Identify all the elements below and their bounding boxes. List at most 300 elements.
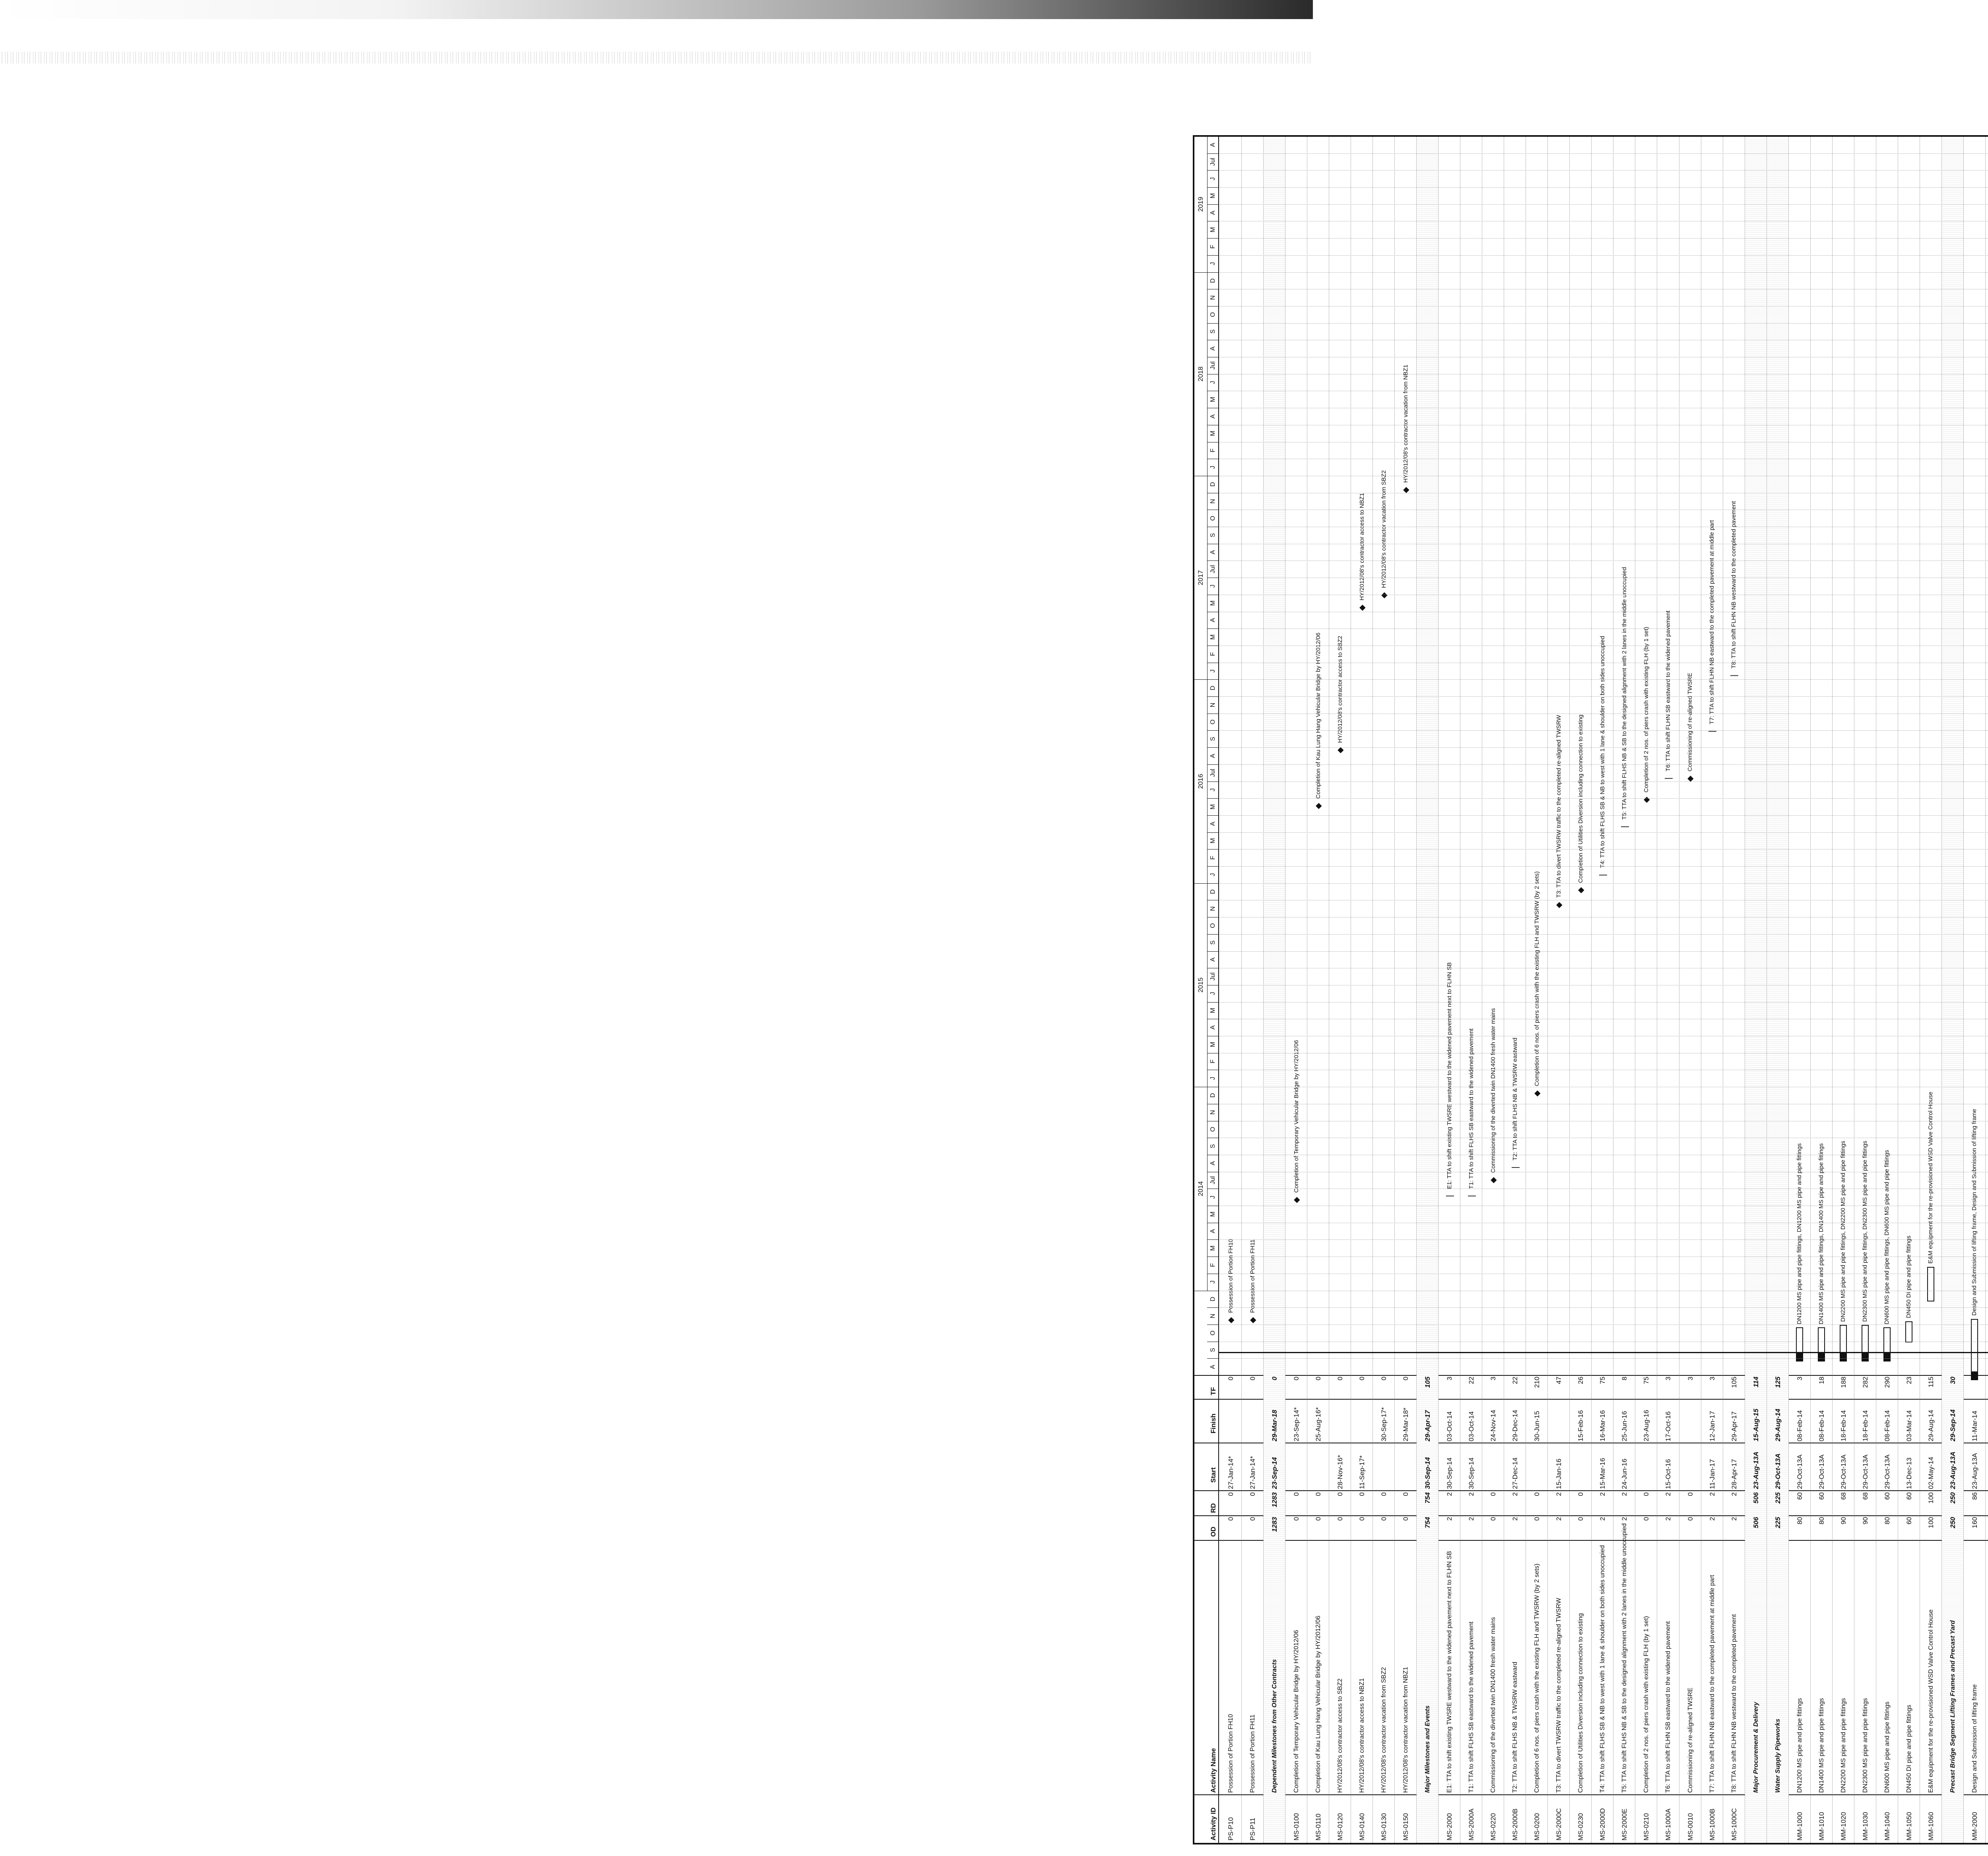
cell-activity-id: MS-2000D [1599, 1808, 1607, 1840]
cell-activity-id [1986, 1796, 1988, 1840]
milestone-icon: ◆ [1357, 605, 1367, 611]
cell-activity-name: Completion of 2 nos. of piers crash with existing FLH (by 1 set) [1643, 1616, 1650, 1793]
cell-activity-name: DN1200 MS pipe and pipe fittings [1796, 1698, 1803, 1793]
cell-tf: 18 [1817, 1377, 1825, 1384]
gantt-bar-label: T3: TTA to divert TWSRW traffic to the completed re-aligned TWSRW [1555, 715, 1562, 898]
cell-tf: 188 [1839, 1377, 1847, 1388]
cell-activity-name: Water Supply Pipeworks [1774, 1718, 1781, 1793]
cell-od: 0 [1358, 1517, 1366, 1521]
timeline-month: J [1207, 1189, 1219, 1206]
cell-tf: 0 [1314, 1377, 1322, 1381]
cell-activity-id [1417, 1796, 1439, 1840]
cell-activity-id [1942, 1796, 1964, 1840]
milestone-icon: ◆ [1226, 1317, 1235, 1323]
timeline-month: J [1207, 374, 1219, 392]
cell-start: 23-Sep-14 [1271, 1457, 1279, 1489]
table-row [1854, 137, 1876, 1843]
timeline-month: N [1207, 1104, 1219, 1121]
timeline-month: J [1207, 663, 1219, 680]
cell-activity-id: MS-0150 [1402, 1813, 1410, 1840]
event-tick-icon: ❘ [1730, 672, 1739, 679]
cell-tf: 3 [1664, 1377, 1672, 1381]
cell-activity-name: DN450 DI pipe and pipe fittings [1905, 1705, 1912, 1793]
cell-tf: 3 [1796, 1377, 1804, 1381]
timeline-month: M [1207, 1002, 1219, 1020]
cell-activity-name: Completion of Kau Lung Hang Vehicular Bridge by HY/2012/06 [1315, 1616, 1322, 1793]
cell-od: 0 [1577, 1517, 1585, 1521]
cell-activity-id: MS-1000B [1708, 1808, 1716, 1840]
timeline-gridline [1220, 883, 1988, 884]
cell-finish: 29-Apr-17 [1730, 1411, 1738, 1441]
timeline-month: Jul [1207, 357, 1219, 374]
cell-tf: 105 [1424, 1377, 1432, 1388]
cell-activity-name: HY/2012/08's contractor access to NBZ1 [1359, 1678, 1366, 1793]
activity-table [1220, 137, 1988, 1843]
cell-finish: 23-Aug-16 [1642, 1410, 1650, 1441]
cell-activity-name: E1: TTA to shift existing TWSRE westward to the widened pavement next to FLHN SB [1446, 1551, 1453, 1793]
cell-start: 29-Oct-13A [1883, 1455, 1891, 1489]
cell-activity-id: MS-0210 [1642, 1813, 1650, 1840]
gantt-bar [1883, 1327, 1891, 1353]
timeline-month: J [1207, 578, 1219, 595]
cell-rd: 250 [1949, 1492, 1957, 1504]
timeline-month: M [1207, 832, 1219, 850]
timeline-year: 2018 [1194, 272, 1208, 476]
table-row [1876, 137, 1898, 1843]
cell-od: 0 [1533, 1517, 1541, 1521]
gantt-bar-label: DN2200 MS pipe and pipe fittings, DN2200 MS pipe and pipe fittings [1840, 1140, 1847, 1322]
cell-finish: 29-Sep-14 [1949, 1409, 1957, 1441]
timeline-gridline [1220, 238, 1988, 239]
cell-start: 23-Aug-13A [1949, 1451, 1957, 1489]
cell-rd: 2 [1511, 1492, 1519, 1496]
cell-finish [1548, 1401, 1570, 1441]
cell-activity-id: MS-1000C [1730, 1808, 1738, 1840]
gantt-bar-label: HY/2012/08's contractor access to NBZ1 [1358, 493, 1365, 601]
timeline-gridline [1220, 1002, 1988, 1003]
table-row [1351, 137, 1373, 1843]
gantt-bar-label: Completion of Utilities Diversion including connection to existing [1577, 714, 1584, 883]
gantt-bar [1818, 1327, 1825, 1353]
cell-activity-id: PS-P11 [1249, 1817, 1257, 1840]
cell-activity-id: MS-0120 [1336, 1813, 1344, 1840]
cell-finish [1986, 1401, 1988, 1441]
cell-activity-name: Dependent Milestones from Other Contracts [1271, 1659, 1278, 1793]
table-row [1701, 137, 1723, 1843]
cell-activity-id: MS-0140 [1358, 1813, 1366, 1840]
gantt-bar-label: Commissioning of the diverted twin DN1400 fresh water mains [1489, 1008, 1497, 1173]
cell-start [1986, 1445, 1988, 1489]
cell-activity-name [1986, 1542, 1988, 1793]
table-row [1526, 137, 1548, 1843]
cell-activity-name: DN2200 MS pipe and pipe fittings [1840, 1698, 1847, 1793]
cell-activity-id: MS-2000A [1468, 1808, 1475, 1840]
cell-rd: 100 [1927, 1492, 1935, 1504]
cell-activity-name: T7: TTA to shift FLHN NB eastward to the completed pavement at middle part [1708, 1575, 1716, 1793]
timeline-month: M [1207, 425, 1219, 442]
timeline-month: A [1207, 1019, 1219, 1036]
cell-od: 160 [1971, 1517, 1978, 1528]
timeline-month: A [1207, 747, 1219, 765]
cell-rd: 225 [1774, 1492, 1782, 1504]
timeline-month: Jul [1207, 153, 1219, 171]
cell-tf: 23 [1905, 1377, 1913, 1384]
cell-rd: 2 [1599, 1492, 1607, 1496]
timeline-month: S [1207, 323, 1219, 341]
event-tick-icon: ❘ [1664, 775, 1673, 782]
timeline-gridline [1220, 832, 1988, 833]
cell-tf: 0 [1249, 1377, 1257, 1381]
table-row [1657, 137, 1679, 1843]
table-row [1482, 137, 1504, 1843]
cell-rd: 86 [1971, 1492, 1978, 1500]
cell-od: 2 [1621, 1517, 1629, 1521]
timeline-month: A [1207, 204, 1219, 222]
timeline-gridline [1220, 866, 1988, 867]
cell-activity-name: T3: TTA to divert TWSRW traffic to the completed re-aligned TWSRW [1555, 1598, 1563, 1793]
timeline-gridline [1220, 272, 1988, 273]
cell-rd: 0 [1249, 1492, 1257, 1496]
cell-od: 0 [1489, 1517, 1497, 1521]
cell-activity-name: Completion of 6 nos. of piers crash with the existing FLH and TWSRW (by 2 sets) [1534, 1563, 1541, 1793]
timeline-gridline [1220, 170, 1988, 171]
cell-tf: 3 [1686, 1377, 1694, 1381]
timeline-month: F [1207, 238, 1219, 256]
cell-od: 2 [1664, 1517, 1672, 1521]
table-row [1570, 137, 1592, 1843]
table-row [1242, 137, 1264, 1843]
event-tick-icon: ❘ [1510, 1164, 1520, 1171]
table-row [1920, 137, 1942, 1843]
timeline-month: D [1207, 476, 1219, 493]
cell-finish: 17-Oct-16 [1664, 1411, 1672, 1441]
cell-start [1635, 1445, 1657, 1489]
cell-activity-id: MM-2000 [1971, 1812, 1978, 1840]
timeline-month: N [1207, 493, 1219, 510]
cell-finish [1679, 1401, 1701, 1441]
cell-rd: 2 [1555, 1492, 1563, 1496]
timeline-month: S [1207, 730, 1219, 748]
cell-finish: 08-Feb-14 [1796, 1410, 1804, 1441]
timeline-month: N [1207, 696, 1219, 714]
cell-finish: 25-Jun-16 [1621, 1411, 1629, 1441]
gantt-bar-label: Commissioning of re-aligned TWSRE [1687, 673, 1693, 772]
cell-od: 100 [1927, 1517, 1935, 1528]
header-tf: TF [1209, 1387, 1217, 1395]
cell-rd: 0 [1293, 1492, 1301, 1496]
timeline-month: O [1207, 714, 1219, 731]
table-row [1789, 137, 1811, 1843]
cell-rd: 2 [1468, 1492, 1475, 1496]
cell-tf: 3 [1489, 1377, 1497, 1381]
table-row [1679, 137, 1701, 1843]
cell-tf: 0 [1293, 1377, 1301, 1381]
gantt-sheet [1193, 135, 1988, 1844]
cell-start [1526, 1445, 1548, 1489]
cell-rd: 2 [1446, 1492, 1454, 1496]
gantt-bar-actual [1883, 1354, 1891, 1361]
timeline-month: A [1207, 340, 1219, 357]
cell-od: 754 [1424, 1517, 1432, 1528]
timeline-month: A [1207, 136, 1219, 154]
timeline-gridline [1220, 815, 1988, 816]
cell-finish: 12-Jan-17 [1708, 1411, 1716, 1441]
cell-activity-id: MS-0230 [1577, 1813, 1585, 1840]
gantt-bar-actual [1971, 1372, 1978, 1380]
timeline-month: A [1207, 1223, 1219, 1240]
cell-start: 29-Oct-13A [1861, 1455, 1869, 1489]
data-date-line [1219, 1352, 1988, 1353]
timeline-gridline [1220, 764, 1988, 765]
cell-od: 0 [1402, 1517, 1410, 1521]
cell-finish [1242, 1401, 1264, 1441]
table-row [1635, 137, 1657, 1843]
cell-tf: 22 [1468, 1377, 1475, 1384]
cell-finish: 29-Mar-18 [1271, 1410, 1279, 1441]
group-row [1745, 137, 1767, 1843]
milestone-icon: ◆ [1576, 887, 1585, 894]
gantt-bar-label: Possession of Portion FH10 [1227, 1239, 1234, 1313]
cell-start: 30-Sep-14 [1424, 1457, 1432, 1489]
gantt-bar-label: DN1400 MS pipe and pipe fittings, DN1400 MS pipe and pipe fittings [1818, 1143, 1825, 1325]
timeline-month: J [1207, 255, 1219, 273]
cell-finish [1329, 1401, 1351, 1441]
timeline-month: M [1207, 187, 1219, 205]
gantt-bar-actual [1818, 1354, 1825, 1361]
table-row [1285, 137, 1307, 1843]
timeline-gridline [1220, 560, 1988, 561]
cell-activity-id: MS-1000A [1664, 1808, 1672, 1840]
cell-finish: 03-Oct-14 [1446, 1411, 1454, 1441]
cell-finish: 29-Dec-14 [1511, 1410, 1519, 1441]
event-tick-icon: ❘ [1598, 871, 1607, 879]
cell-start: 29-Oct-13A [1796, 1455, 1804, 1489]
cell-tf: 0 [1402, 1377, 1410, 1381]
gantt-bar-label: DN600 MS pipe and pipe fittings, DN600 MS pipe and pipe fittings [1883, 1150, 1891, 1325]
cell-activity-id: MM-1000 [1796, 1812, 1804, 1840]
cell-activity-name: T2: TTA to shift FLHS NB & TWSRW eastward [1512, 1662, 1519, 1793]
header-rd: RD [1209, 1503, 1217, 1513]
timeline-month: A [1207, 544, 1219, 561]
cell-od: 0 [1380, 1517, 1388, 1521]
timeline-month: D [1207, 1291, 1219, 1308]
cell-rd: 2 [1730, 1492, 1738, 1496]
cell-rd: 60 [1883, 1492, 1891, 1500]
table-row [1504, 137, 1526, 1843]
timeline-month: J [1207, 1274, 1219, 1291]
gantt-bar [1796, 1327, 1803, 1353]
cell-activity-id: MM-1040 [1883, 1812, 1891, 1840]
cell-tf: 115 [1927, 1377, 1935, 1388]
cell-activity-name: Possession of Portion FH11 [1249, 1714, 1256, 1793]
cell-od: 2 [1468, 1517, 1475, 1521]
cell-od [1986, 1515, 1988, 1540]
timeline-month: A [1207, 1358, 1219, 1376]
cell-finish: 11-Mar-14 [1971, 1410, 1978, 1441]
timeline-header [1194, 137, 1219, 1376]
cell-od: 1283 [1271, 1517, 1279, 1532]
header-start: Start [1209, 1467, 1217, 1483]
group-row [1264, 137, 1285, 1843]
timeline-month: Jul [1207, 968, 1219, 985]
gantt-bar-label: E1: TTA to shift existing TWSRE westward to the widened pavement next to FLHN SB [1446, 962, 1453, 1189]
milestone-icon: ◆ [1489, 1177, 1498, 1183]
cell-start: 13-Dec-13 [1905, 1457, 1913, 1489]
gantt-bar-label: T7: TTA to shift FLHN NB eastward to the completed pavement at middle part [1708, 520, 1716, 725]
cell-start [1285, 1445, 1307, 1489]
table-row [1723, 137, 1745, 1843]
cell-finish: 29-Apr-17 [1424, 1410, 1432, 1441]
cell-start: 28-Apr-17 [1730, 1459, 1738, 1489]
cell-activity-name: HY/2012/08's contractor vacation from SBZ2 [1380, 1667, 1388, 1793]
cell-finish: 29-Aug-14 [1774, 1408, 1782, 1441]
timeline-month: S [1207, 527, 1219, 544]
cell-activity-name: T8: TTA to shift FLHN NB westward to the completed pavement [1730, 1614, 1738, 1793]
cell-start: 28-Nov-16* [1336, 1455, 1344, 1489]
timeline-month: A [1207, 815, 1219, 833]
timeline-month: S [1207, 934, 1219, 952]
scan-edge-shadow [0, 0, 1313, 19]
cell-od: 0 [1227, 1517, 1235, 1521]
cell-rd: 506 [1752, 1492, 1760, 1504]
cell-activity-name: Commissioning of the diverted twin DN1400 fresh water mains [1490, 1617, 1497, 1793]
cell-tf: 114 [1752, 1377, 1760, 1388]
cell-tf: 105 [1730, 1377, 1738, 1388]
timeline-gridline [1220, 951, 1988, 952]
cell-activity-name: HY/2012/08's contractor access to SBZ2 [1337, 1678, 1344, 1793]
cell-activity-id: MS-0110 [1314, 1813, 1322, 1840]
cell-od: 60 [1905, 1517, 1913, 1524]
cell-activity-id: MS-0200 [1533, 1813, 1541, 1840]
cell-start: 27-Jan-14* [1227, 1456, 1235, 1489]
table-row [1220, 137, 1242, 1843]
cell-rd: 2 [1621, 1492, 1629, 1496]
cell-rd: 60 [1817, 1492, 1825, 1500]
timeline-year: 2016 [1194, 679, 1208, 883]
group-row [1942, 137, 1964, 1843]
gantt-bar-label: HY/2012/08's contractor access to SBZ2 [1336, 636, 1343, 743]
timeline-month: O [1207, 306, 1219, 324]
cell-tf: 0 [1271, 1377, 1279, 1381]
cell-activity-name: T5: TTA to shift FLHS NB & SB to the designed alignment with 2 lanes in the middle unoccupied [1621, 1523, 1628, 1793]
cell-rd: 0 [1227, 1492, 1235, 1496]
cell-start [1307, 1445, 1329, 1489]
timeline-month: O [1207, 510, 1219, 527]
milestone-icon: ◆ [1314, 803, 1323, 809]
header-finish: Finish [1209, 1413, 1217, 1433]
cell-activity-id: MS-0220 [1489, 1813, 1497, 1840]
timeline-month: Jul [1207, 1172, 1219, 1189]
table-row [1395, 137, 1417, 1843]
timeline-gridline [1220, 1239, 1988, 1240]
timeline-month: Jul [1207, 560, 1219, 578]
timeline-gridline [1220, 1307, 1988, 1308]
gantt-bar-label: E&M equipment for the re-provisioned WSD Valve Control House [1927, 1092, 1934, 1264]
cell-tf: 290 [1883, 1377, 1891, 1388]
milestone-icon: ◆ [1532, 1090, 1541, 1097]
cell-od: 0 [1642, 1517, 1650, 1521]
timeline-month: D [1207, 883, 1219, 901]
cell-activity-name: DN1400 MS pipe and pipe fittings [1818, 1698, 1825, 1793]
timeline-gridline [1220, 696, 1988, 697]
cell-tf: 75 [1599, 1377, 1607, 1384]
cell-finish [1220, 1401, 1242, 1441]
timeline-month: M [1207, 221, 1219, 239]
cell-tf: 0 [1380, 1377, 1388, 1381]
cell-od: 90 [1861, 1517, 1869, 1524]
timeline-gridline [1220, 204, 1988, 205]
table-header [1194, 137, 1219, 1843]
cell-tf: 47 [1555, 1377, 1563, 1384]
cell-activity-name: Possession of Portion FH10 [1227, 1714, 1234, 1793]
timeline-gridline [1220, 747, 1988, 748]
cell-activity-name: T6: TTA to shift FLHN SB eastward to the widened pavement [1665, 1621, 1672, 1793]
event-tick-icon: ❘ [1445, 1193, 1454, 1200]
gantt-bar-label: T4: TTA to shift FLHS SB & NB to west with 1 lane & shoulder on both sides unoccupied [1599, 636, 1606, 868]
event-tick-icon: ❘ [1708, 728, 1717, 735]
milestone-icon: ◆ [1336, 747, 1345, 753]
cell-start [1395, 1445, 1417, 1489]
cell-tf: 3 [1708, 1377, 1716, 1381]
cell-tf: 0 [1336, 1377, 1344, 1381]
cell-activity-id [1264, 1796, 1285, 1840]
cell-tf: 3 [1446, 1377, 1454, 1381]
milestone-icon: ◆ [1686, 776, 1695, 782]
cell-activity-name: Major Procurement & Delivery [1752, 1702, 1759, 1793]
cell-rd: 2 [1664, 1492, 1672, 1496]
cell-rd: 0 [1533, 1492, 1541, 1496]
timeline-month: M [1207, 391, 1219, 409]
cell-tf: 75 [1642, 1377, 1650, 1384]
table-row [1613, 137, 1635, 1843]
timeline-month: F [1207, 1257, 1219, 1274]
timeline-month: O [1207, 917, 1219, 935]
gantt-bar [1862, 1325, 1869, 1354]
cell-start: 30-Sep-14 [1446, 1457, 1454, 1489]
cell-finish: 24-Nov-14 [1489, 1410, 1497, 1441]
gantt-bar-label: Design and Submission of lifting frame, Design and Submission of lifting frame [1971, 1109, 1978, 1316]
timeline-month: Jul [1207, 764, 1219, 782]
cell-activity-name: Design and Submission of lifting frame [1971, 1684, 1978, 1793]
cell-tf: 210 [1533, 1377, 1541, 1388]
cell-start: 29-Oct-13A [1839, 1455, 1847, 1489]
gantt-bar-label: DN1200 MS pipe and pipe fittings, DN1200 MS pipe and pipe fittings [1796, 1143, 1803, 1325]
table-row [1329, 137, 1351, 1843]
cell-rd: 60 [1796, 1492, 1804, 1500]
cell-finish: 18-Feb-14 [1839, 1410, 1847, 1441]
timeline-month: F [1207, 1053, 1219, 1071]
cell-activity-id: MS-2000B [1511, 1808, 1519, 1840]
cell-rd: 0 [1577, 1492, 1585, 1496]
timeline-year: 2019 [1194, 136, 1208, 273]
cell-activity-name: HY/2012/08's contractor vacation from NBZ1 [1402, 1667, 1409, 1793]
cell-rd: 1283 [1271, 1492, 1279, 1507]
cell-start: 23-Aug-13A [1971, 1453, 1978, 1489]
cell-rd: 0 [1336, 1492, 1344, 1496]
group-row [1767, 137, 1789, 1843]
timeline-month: J [1207, 866, 1219, 884]
cell-activity-name: E&M equipment for the re-provisioned WSD Valve Control House [1927, 1609, 1934, 1793]
milestone-icon: ◆ [1292, 1197, 1301, 1203]
milestone-icon: ◆ [1248, 1317, 1257, 1323]
timeline-month: N [1207, 900, 1219, 917]
timeline-month: M [1207, 1206, 1219, 1223]
cell-tf: 30 [1949, 1377, 1957, 1384]
cell-activity-id: MM-1060 [1927, 1812, 1935, 1840]
milestone-icon: ◆ [1401, 487, 1410, 493]
table-row [1548, 137, 1570, 1843]
gantt-bar-label: T6: TTA to shift FLHN SB eastward to the widened pavement [1664, 610, 1672, 772]
